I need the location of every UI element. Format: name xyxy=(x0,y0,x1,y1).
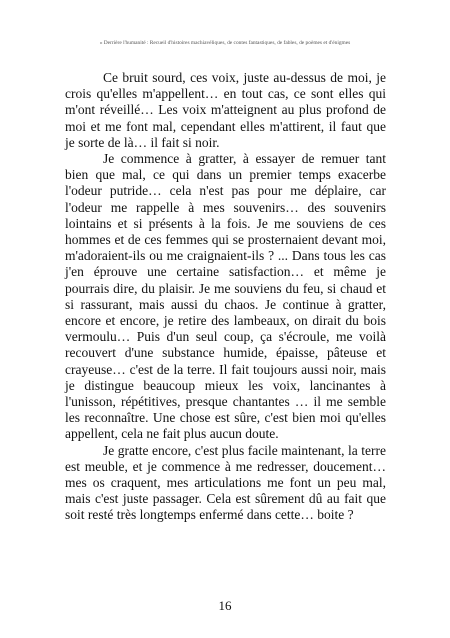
body-text xyxy=(65,70,386,524)
page-number: 16 xyxy=(218,598,232,613)
paragraph: Ce bruit sourd, ces voix, juste au-dessus de moi, je crois qu'elles m'appellent… en tout cas, ce sont elles qui m'ont réveillé… Les voix m'atteignent au plus profond de moi et me font mal, cependant elles m'attirent, il faut que je sorte de là… il fait si noir. xyxy=(65,70,386,150)
paragraph: Je commence à gratter, à essayer de remuer tant bien que mal, ce qui dans un premier temps exacerbe l'odeur putride… cela n'est pas pour me déplaire, car l'odeur me rappelle à mes souvenirs… des souvenirs lointains et si présents à la fois. Je me souviens de ces hommes et de ces femmes qui se prosternaient devant moi, m'adoraient-ils ou me craignaient-ils ? ... Dans tous les cas j'en éprouve une certaine satisfaction… et même je pourrais dire, du plaisir. Je me souviens du feu, si chaud et si rassurant, mais aussi du chaos. Je continue à gratter, encore et encore, je retire des lambeaux, on dirait du bois vermoulu… Puis d'un seul coup, ça s'écroule, me voilà recouvert d'une substance humide, épaisse, pâteuse et crayeuse… c'est de la terre. Il fait toujours aussi noir, mais je distingue beaucoup mieux les voix, lancinantes à l'unisson, répétitives, presque chantantes … il me semble les reconnaître. Une chose est sûre, c'est bien moi qu'elles appellent, cela ne fait plus aucun doute. xyxy=(65,151,386,442)
running-header: « Derrière l'humanité : Recueil d'histoires machiavéliques, de contes fantastiques, de fables, de poèmes et d'énigmes xyxy=(99,40,351,46)
paragraph: Je gratte encore, c'est plus facile maintenant, la terre est meuble, et je commence à me redresser, doucement… mes os craquent, mes articulations me font un peu mal, mais c'est juste passager. Cela est sûrement dû au fait que soit resté très longtemps enfermé dans cette… boite ? xyxy=(65,442,386,523)
